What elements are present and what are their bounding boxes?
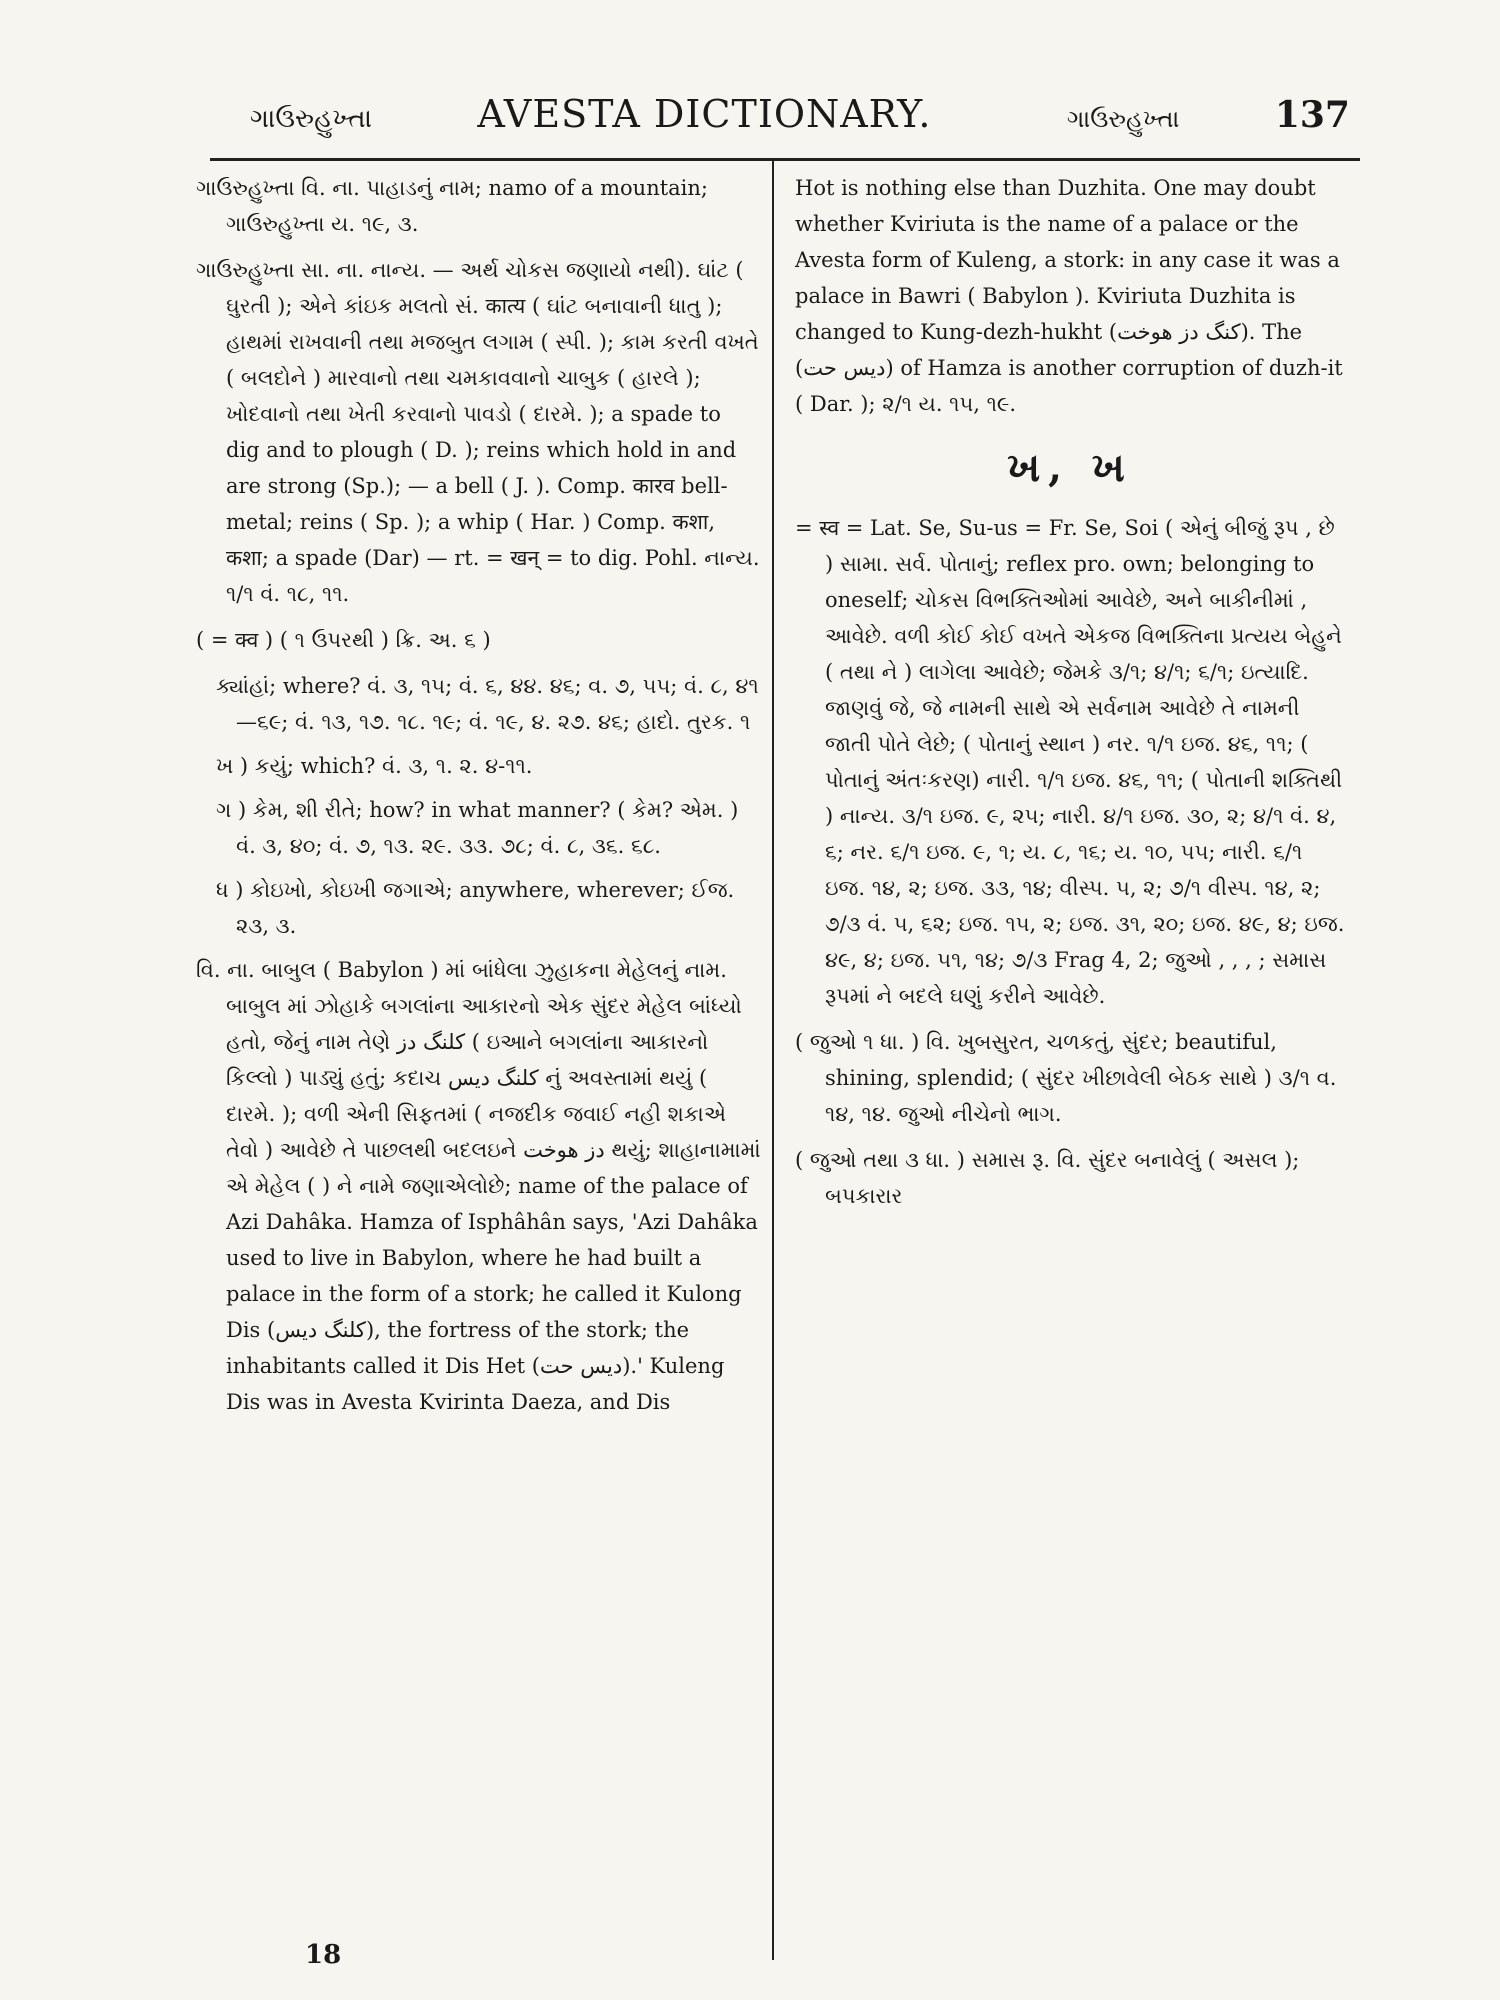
entry-sva: = स्व = Lat. Se, Su-us = Fr. Se, Soi ( એનું બીજું રૂપ , છે ) સામા. સર્વ. પોતાનું; reflex pro. own; belonging to oneself; ચોકસ વિભક્તિઓમાં આવેછે, અને બાકીનીમાં , આવેછે. વળી કોઈ કોઈ વખતે એકજ વિભક્તિના પ્રત્યય બેહુને ( તથા ને ) લાગેલા આવેછે; જેમકે ૩/૧; ૪/૧; ૬/૧; ઇત્યાદિ. જાણવું જે, જે નામની સાથે એ સર્વનામ આવેછે તે નામની જાતી પોતે લેછે; ( પોતાનું સ્થાન ) નર. ૧/૧ ઇજ. ૪૬, ૧૧; ( પોતાનું અંતઃકરણ) નારી. ૧/૧ ઇજ. ૪૬, ૧૧; ( પોતાની શક્તિથી ) નાન્ય. ૩/૧ ઇજ. ૯, ૨૫; નારી. ૪/૧ ઇજ. ૩૦, ૨; ૪/૧ વં. ૪, ૬; નર. ૬/૧ ઇજ. ૯, ૧; ય. ૮, ૧૬; ય. ૧૦, ૫૫; નારી. ૬/૧ ઇજ. ૧૪, ૨; ઇજ. ૩૩, ૧૪; વીસ્પ. ૫, ૨; ૭/૧ વીસ્પ. ૧૪, ૨; ૭/૩ વં. ૫, ૬૨; ઇજ. ૧૫, ૨; ઇજ. ૩૧, ૨૦; ઇજ. ૪૯, ૪; ઇજ. ૪૯, ૪; ઇજ. ૫૧, ૧૪; ૭/૩ Frag 4, 2; જુઓ , , , ; સમાસ રૂપમાં ને બદલે ઘણું કરીને આવેછે. <box>795 516 1345 1008</box>
section-heading: ખ, ખ <box>1007 444 1133 491</box>
page-number: 137 <box>1274 94 1350 136</box>
header-rule <box>210 158 1360 161</box>
entry-spade-reins: ગાઉરુહુખ્તા સા. ના. નાન્ય. — અર્થ ચોકસ જણાયો નથી). ઘાંટ ( ઘુરતી ); એને કાંઇક મલતો સં. कात्य ( ઘાંટ બનાવાની ધાતુ ); હાથમાં રાખવાની તથા મજબુત લગામ ( સ્પી. ); કામ કરતી વખતે ( બલદોને ) મારવાનો તથા ચમકાવવાનો ચાબુક ( હારલે ); ખોદવાનો તથા ખેતી કરવાનો પાવડો ( દારમે. ); a spade to dig and to plough ( D. ); reins which hold in and are strong (Sp.); — a bell ( J. ). Comp. कारव bell-metal; reins ( Sp. ); a whip ( Har. ) Comp. कशा, कशा; a spade (Dar) — rt. = खन् = to dig. Pohl. નાન્ય. ૧/૧ વં. ૧૮, ૧૧. <box>196 258 760 606</box>
entry-kva-which: ખ ) કયું; which? વં. ૩, ૧. ૨. ૪-૧૧. <box>216 754 533 778</box>
entry-kva-how: ગ ) કેમ, શી રીતે; how? in what manner? ( કેમ? એમ. ) વં. ૩, ૪૦; વં. ૭, ૧૩. ૨૯. ૩૩. ૭૮; વં. ૮, ૩૬. ૬૮. <box>216 798 739 858</box>
entry-palace-babylon: વિ. ના. બાબુલ ( Babylon ) માં બાંધેલા ઝુહાકના મેહેલનું નામ. બાબુલ માં ઝોહાકે બગલાંના આકારનો એક સુંદર મેહેલ બાંધ્યો હતો, જેનું નામ તેણે کلنگ دز ( ઇઆને બગલાંના આકારનો કિલ્લો ) પાડ્યું હતું; કદાચ کلنگ دیس નું અવસ્તામાં થયું ( દારમે. ); વળી એની સિફતમાં ( નજદીક જવાઈ નહી શકાએ તેવો ) આવેછે તે પાછલથી બદલઇને دز هوخت થયું; શાહાનામામાં એ મેહેલ ( ) ને નામે જણાએલોછે; name of the palace of Azi Dahâka. Hamza of Isphâhân says, 'Azi Dahâka used to live in Babylon, where he had built a palace in the form of a stork; he called it Kulong Dis (کلنگ دیس), the fortress of the stork; the inhabitants called it Dis Het (دیس حت).' Kuleng Dis was in Avesta Kvirinta Daeza, and Dis <box>196 958 761 1414</box>
page-header <box>250 92 1350 152</box>
right-column <box>795 170 1345 1880</box>
header-title: AVESTA DICTIONARY. <box>477 92 932 136</box>
left-column <box>196 170 761 1880</box>
entry-kva-heading: ( = क्व ) ( ૧ ઉપરથી ) ક્રિ. અ. ૬ ) <box>196 628 491 652</box>
entry-kva-where: ક્યાંહાં; where? વં. ૩, ૧૫; વં. ૬, ૪૪. ૪૬; વ. ૭, ૫૫; વં. ૮, ૪૧—૬૯; વં. ૧૩, ૧૭. ૧૮. ૧૯; વં. ૧૯, ૪. ૨૭. ૪૬; હાદો. તુરક. ૧ <box>216 674 759 734</box>
signature-mark: 18 <box>305 1940 342 1970</box>
header-right-catchword: ગાઉરુહુખ્તા <box>1066 105 1180 133</box>
column-divider <box>772 160 774 1960</box>
header-left-catchword: ગાઉરુહુખ્તા <box>250 104 372 134</box>
entry-mountain: ગાઉરુહુખ્તા વિ. ના. પાહાડનું નામ; namo of a mountain; ગાઉરુહુખ્તા ય. ૧૯, ૩. <box>196 176 708 236</box>
entry-compound: ( જુઓ તથા ૩ ધા. ) સમાસ રૂ. વિ. સુંદર બનાવેલું ( અસલ ); બપકારાર <box>795 1148 1300 1208</box>
entry-beautiful: ( જુઓ ૧ ધા. ) વિ. ખુબસુરત, ચળકતું, સુંદર; beautiful, shining, splendid; ( સુંદર ખીછાવેલી બેઠક સાથે ) ૩/૧ વ. ૧૪, ૧૪. જુઓ નીચેનો ભાગ. <box>795 1030 1337 1126</box>
entry-continuation: Hot is nothing else than Duzhita. One may doubt whether Kviriuta is the name of a palace or the Avesta form of Kuleng, a stork: in any case it was a palace in Bawri ( Babylon ). Kviriuta Duzhita is changed to Kung-dezh-hukht (کنگ دز هوخت). The (دیس حت) of Hamza is another corruption of duzh-it ( Dar. ); ૨/૧ ય. ૧૫, ૧૯. <box>795 176 1343 416</box>
entry-kva-anywhere: ધ ) કોઇખો, કોઇખી જગાએ; anywhere, wherever; ઈજ. ૨૩, ૩. <box>216 878 735 938</box>
